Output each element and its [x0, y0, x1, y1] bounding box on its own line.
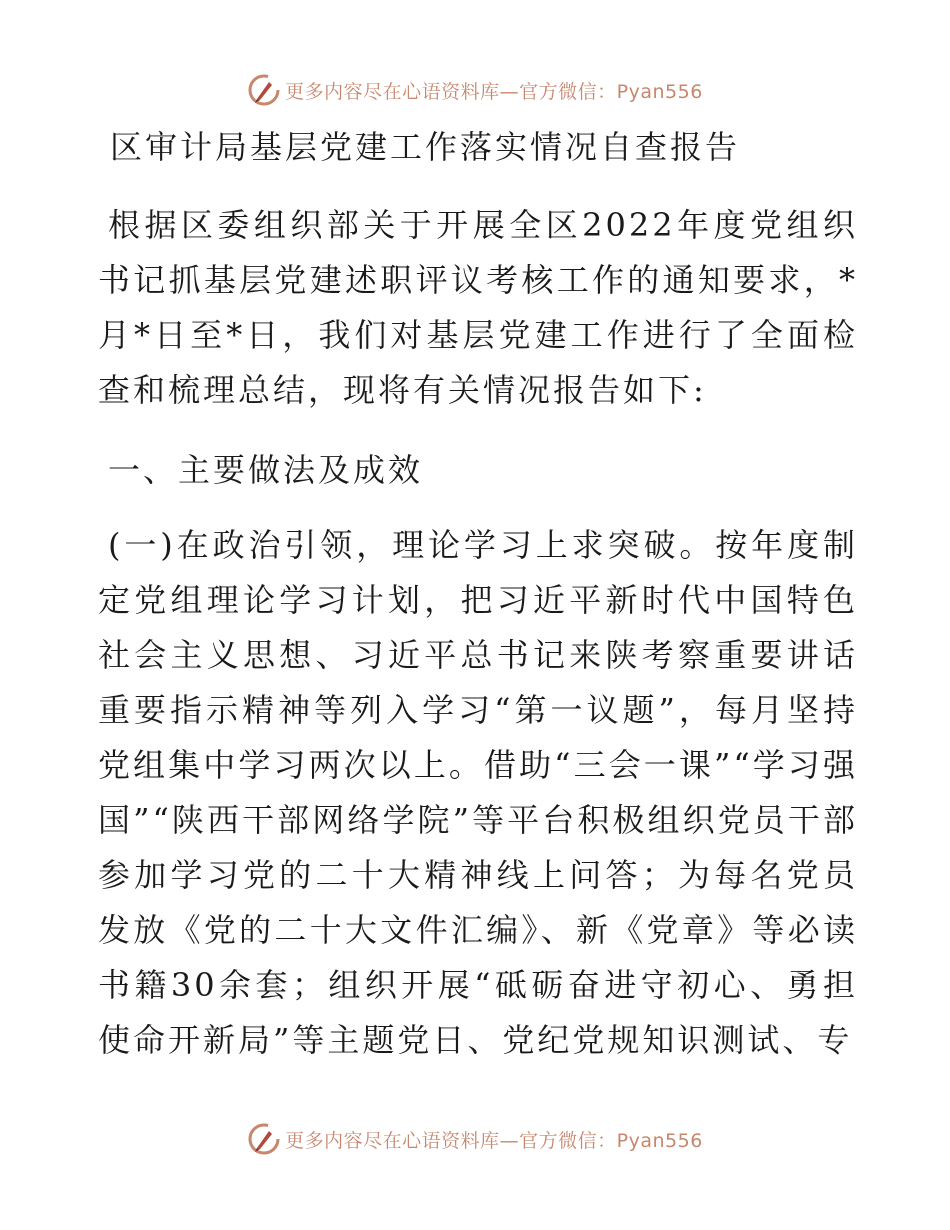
intro-paragraph: 根据区委组织部关于开展全区2022年度党组织书记抓基层党建述职评议考核工作的通知要求，*月*日至*日，我们对基层党建工作进行了全面检查和梳理总结，现将有关情况报告如下: — [98, 206, 858, 409]
quill-pen-icon — [247, 1122, 281, 1156]
section-paragraph: (一)在政治引领，理论学习上求突破。按年度制定党组理论学习计划，把习近平新时代中国特色社会主义思想、习近平总书记来陕考察重要讲话重要指示精神等列入学习“第一议题”，每月坚持党组集中学习两次以上。借助“三会一课”“学习强国”“陕西干部网络学院”等平台积极组织党员干部参加学习党的二十大精神线上问答；为每名党员发放《党的二十大文件汇编》、新《党章》等必读书籍30余套；组织开展“砥砺奋进守初心、勇担使命开新局”等主题党日、党纪党规知识测试、专 — [98, 526, 858, 1059]
watermark-text: 更多内容尽在心语资料库—官方微信：Pyan556 — [285, 80, 703, 103]
quill-pen-icon — [247, 73, 281, 107]
section-heading: 一、主要做法及成效 — [108, 451, 424, 489]
watermark-text: 更多内容尽在心语资料库—官方微信：Pyan556 — [285, 1129, 703, 1152]
watermark-banner-top — [0, 70, 950, 110]
watermark-banner-bottom — [0, 1119, 950, 1159]
document-title: 区审计局基层党建工作落实情况自查报告 — [110, 128, 741, 166]
